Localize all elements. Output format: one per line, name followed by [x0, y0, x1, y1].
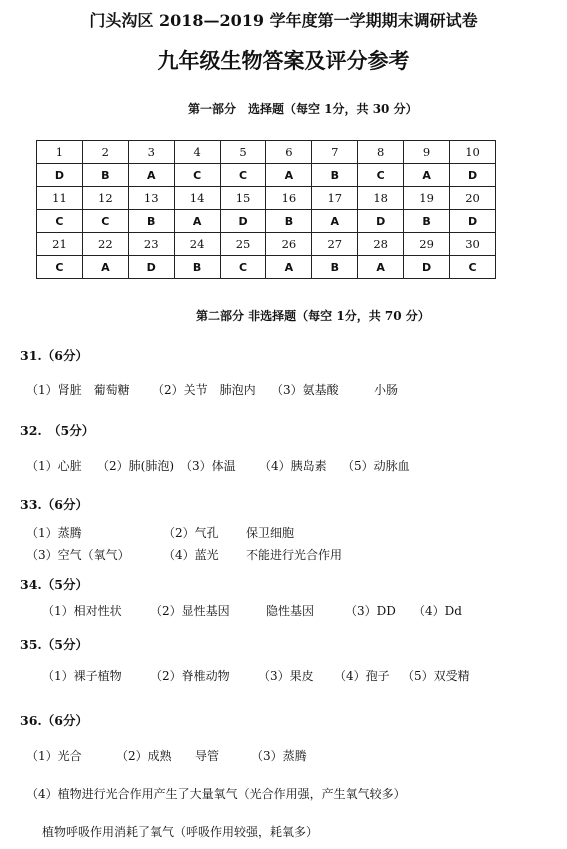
answer-cell: B — [266, 210, 312, 233]
question-34-heading: 34.（5分） — [20, 577, 88, 592]
answer-cell: C — [220, 164, 266, 187]
question-number-cell: 7 — [312, 141, 358, 164]
question-number-cell: 15 — [220, 187, 266, 210]
q34-answer-5: （4）Dd — [413, 604, 462, 618]
question-number-cell: 28 — [358, 233, 404, 256]
question-number-cell: 29 — [404, 233, 450, 256]
question-number-cell: 27 — [312, 233, 358, 256]
question-number-cell: 22 — [82, 233, 128, 256]
question-number-cell: 12 — [82, 187, 128, 210]
question-number-cell: 24 — [174, 233, 220, 256]
answer-cell: A — [128, 164, 174, 187]
q36-answer-3: 导管 — [195, 749, 220, 763]
answer-cell: A — [174, 210, 220, 233]
answer-cell: C — [450, 256, 496, 279]
q33-answer-3: 保卫细胞 — [246, 526, 295, 540]
answer-cell: D — [358, 210, 404, 233]
q34-answer-4: （3）DD — [345, 604, 396, 618]
question-number-cell: 10 — [450, 141, 496, 164]
question-number-cell: 13 — [128, 187, 174, 210]
answer-cell: B — [404, 210, 450, 233]
answer-cell: C — [82, 210, 128, 233]
question-number-cell: 5 — [220, 141, 266, 164]
answer-row — [37, 256, 496, 279]
answer-cell: D — [128, 256, 174, 279]
q31-answer-2: （2）关节 肺泡内 — [152, 383, 256, 397]
q32-answer-2: （2）肺(肺泡) — [97, 459, 174, 473]
q36-answer-2: （2）成熟 — [116, 749, 172, 763]
question-number-cell: 18 — [358, 187, 404, 210]
answer-cell: C — [37, 210, 83, 233]
q31-answer-3: （3）氨基酸 — [271, 383, 339, 397]
question-number-cell: 4 — [174, 141, 220, 164]
question-number-cell: 30 — [450, 233, 496, 256]
answer-cell: D — [450, 164, 496, 187]
answer-cell: B — [82, 164, 128, 187]
answer-table — [36, 140, 496, 279]
answer-cell: C — [220, 256, 266, 279]
question-number-cell: 14 — [174, 187, 220, 210]
question-number-cell: 11 — [37, 187, 83, 210]
question-36-heading: 36.（6分） — [20, 713, 88, 728]
answer-cell: B — [312, 256, 358, 279]
question-number-row — [37, 141, 496, 164]
answer-cell: C — [37, 256, 83, 279]
answer-cell: D — [220, 210, 266, 233]
q31-answer-1: （1）肾脏 葡萄糖 — [26, 383, 130, 397]
answer-cell: A — [312, 210, 358, 233]
question-31-heading: 31.（6分） — [20, 348, 88, 363]
answer-cell: A — [82, 256, 128, 279]
q31-answer-4: 小肠 — [374, 383, 399, 397]
q36-answer-1: （1）光合 — [26, 749, 82, 763]
question-number-cell: 3 — [128, 141, 174, 164]
answer-cell: C — [358, 164, 404, 187]
answer-cell: B — [174, 256, 220, 279]
answer-cell: A — [266, 164, 312, 187]
question-number-cell: 8 — [358, 141, 404, 164]
q36-answer-4: （3）蒸腾 — [251, 749, 307, 763]
q35-answer-1: （1）裸子植物 — [42, 669, 122, 683]
question-number-cell: 16 — [266, 187, 312, 210]
question-number-cell: 20 — [450, 187, 496, 210]
q34-answer-1: （1）相对性状 — [42, 604, 122, 618]
answer-cell: A — [358, 256, 404, 279]
q32-answer-5: （5）动脉血 — [342, 459, 410, 473]
answer-cell: C — [174, 164, 220, 187]
answer-row — [37, 210, 496, 233]
q32-answer-1: （1）心脏 — [26, 459, 82, 473]
question-number-cell: 23 — [128, 233, 174, 256]
question-number-row — [37, 187, 496, 210]
question-number-cell: 17 — [312, 187, 358, 210]
q32-answer-3: （3）体温 — [180, 459, 236, 473]
answer-cell: D — [404, 256, 450, 279]
question-number-cell: 2 — [82, 141, 128, 164]
question-number-cell: 26 — [266, 233, 312, 256]
part2-heading: 第二部分 非选择题（每空 1分，共 70 分） — [196, 309, 430, 323]
question-35-heading: 35.（5分） — [20, 637, 88, 652]
q35-answer-3: （3）果皮 — [258, 669, 314, 683]
exam-title: 门头沟区 2018—2019 学年度第一学期期末调研试卷 — [89, 11, 478, 30]
q32-answer-4: （4）胰岛素 — [259, 459, 327, 473]
answer-cell: D — [450, 210, 496, 233]
question-number-cell: 25 — [220, 233, 266, 256]
question-number-cell: 19 — [404, 187, 450, 210]
question-number-cell: 9 — [404, 141, 450, 164]
question-number-cell: 21 — [37, 233, 83, 256]
q33-answer-6: 不能进行光合作用 — [246, 548, 343, 562]
part1-heading: 第一部分 选择题（每空 1分，共 30 分） — [188, 102, 418, 116]
question-number-row — [37, 233, 496, 256]
question-32-heading: 32. （5分） — [20, 423, 95, 438]
answer-row — [37, 164, 496, 187]
q34-answer-3: 隐性基因 — [266, 604, 315, 618]
q35-answer-4: （4）孢子 — [334, 669, 390, 683]
q35-answer-2: （2）脊椎动物 — [150, 669, 230, 683]
question-number-cell: 6 — [266, 141, 312, 164]
question-number-cell: 1 — [37, 141, 83, 164]
q33-answer-2: （2）气孔 — [163, 526, 219, 540]
q35-answer-5: （5）双受精 — [402, 669, 470, 683]
q33-answer-5: （4）蓝光 — [163, 548, 219, 562]
answer-cell: B — [128, 210, 174, 233]
answer-cell: A — [266, 256, 312, 279]
q36-answer-5: （4）植物进行光合作用产生了大量氧气（光合作用强，产生氧气较多） — [26, 787, 406, 801]
question-33-heading: 33.（6分） — [20, 497, 88, 512]
answer-title: 九年级生物答案及评分参考 — [157, 48, 410, 73]
q33-answer-1: （1）蒸腾 — [26, 526, 82, 540]
answer-cell: D — [37, 164, 83, 187]
answer-cell: B — [312, 164, 358, 187]
q36-answer-6: 植物呼吸作用消耗了氧气（呼吸作用较强，耗氧多） — [42, 825, 319, 839]
answer-cell: A — [404, 164, 450, 187]
q33-answer-4: （3）空气（氧气） — [26, 548, 130, 562]
q34-answer-2: （2）显性基因 — [150, 604, 230, 618]
